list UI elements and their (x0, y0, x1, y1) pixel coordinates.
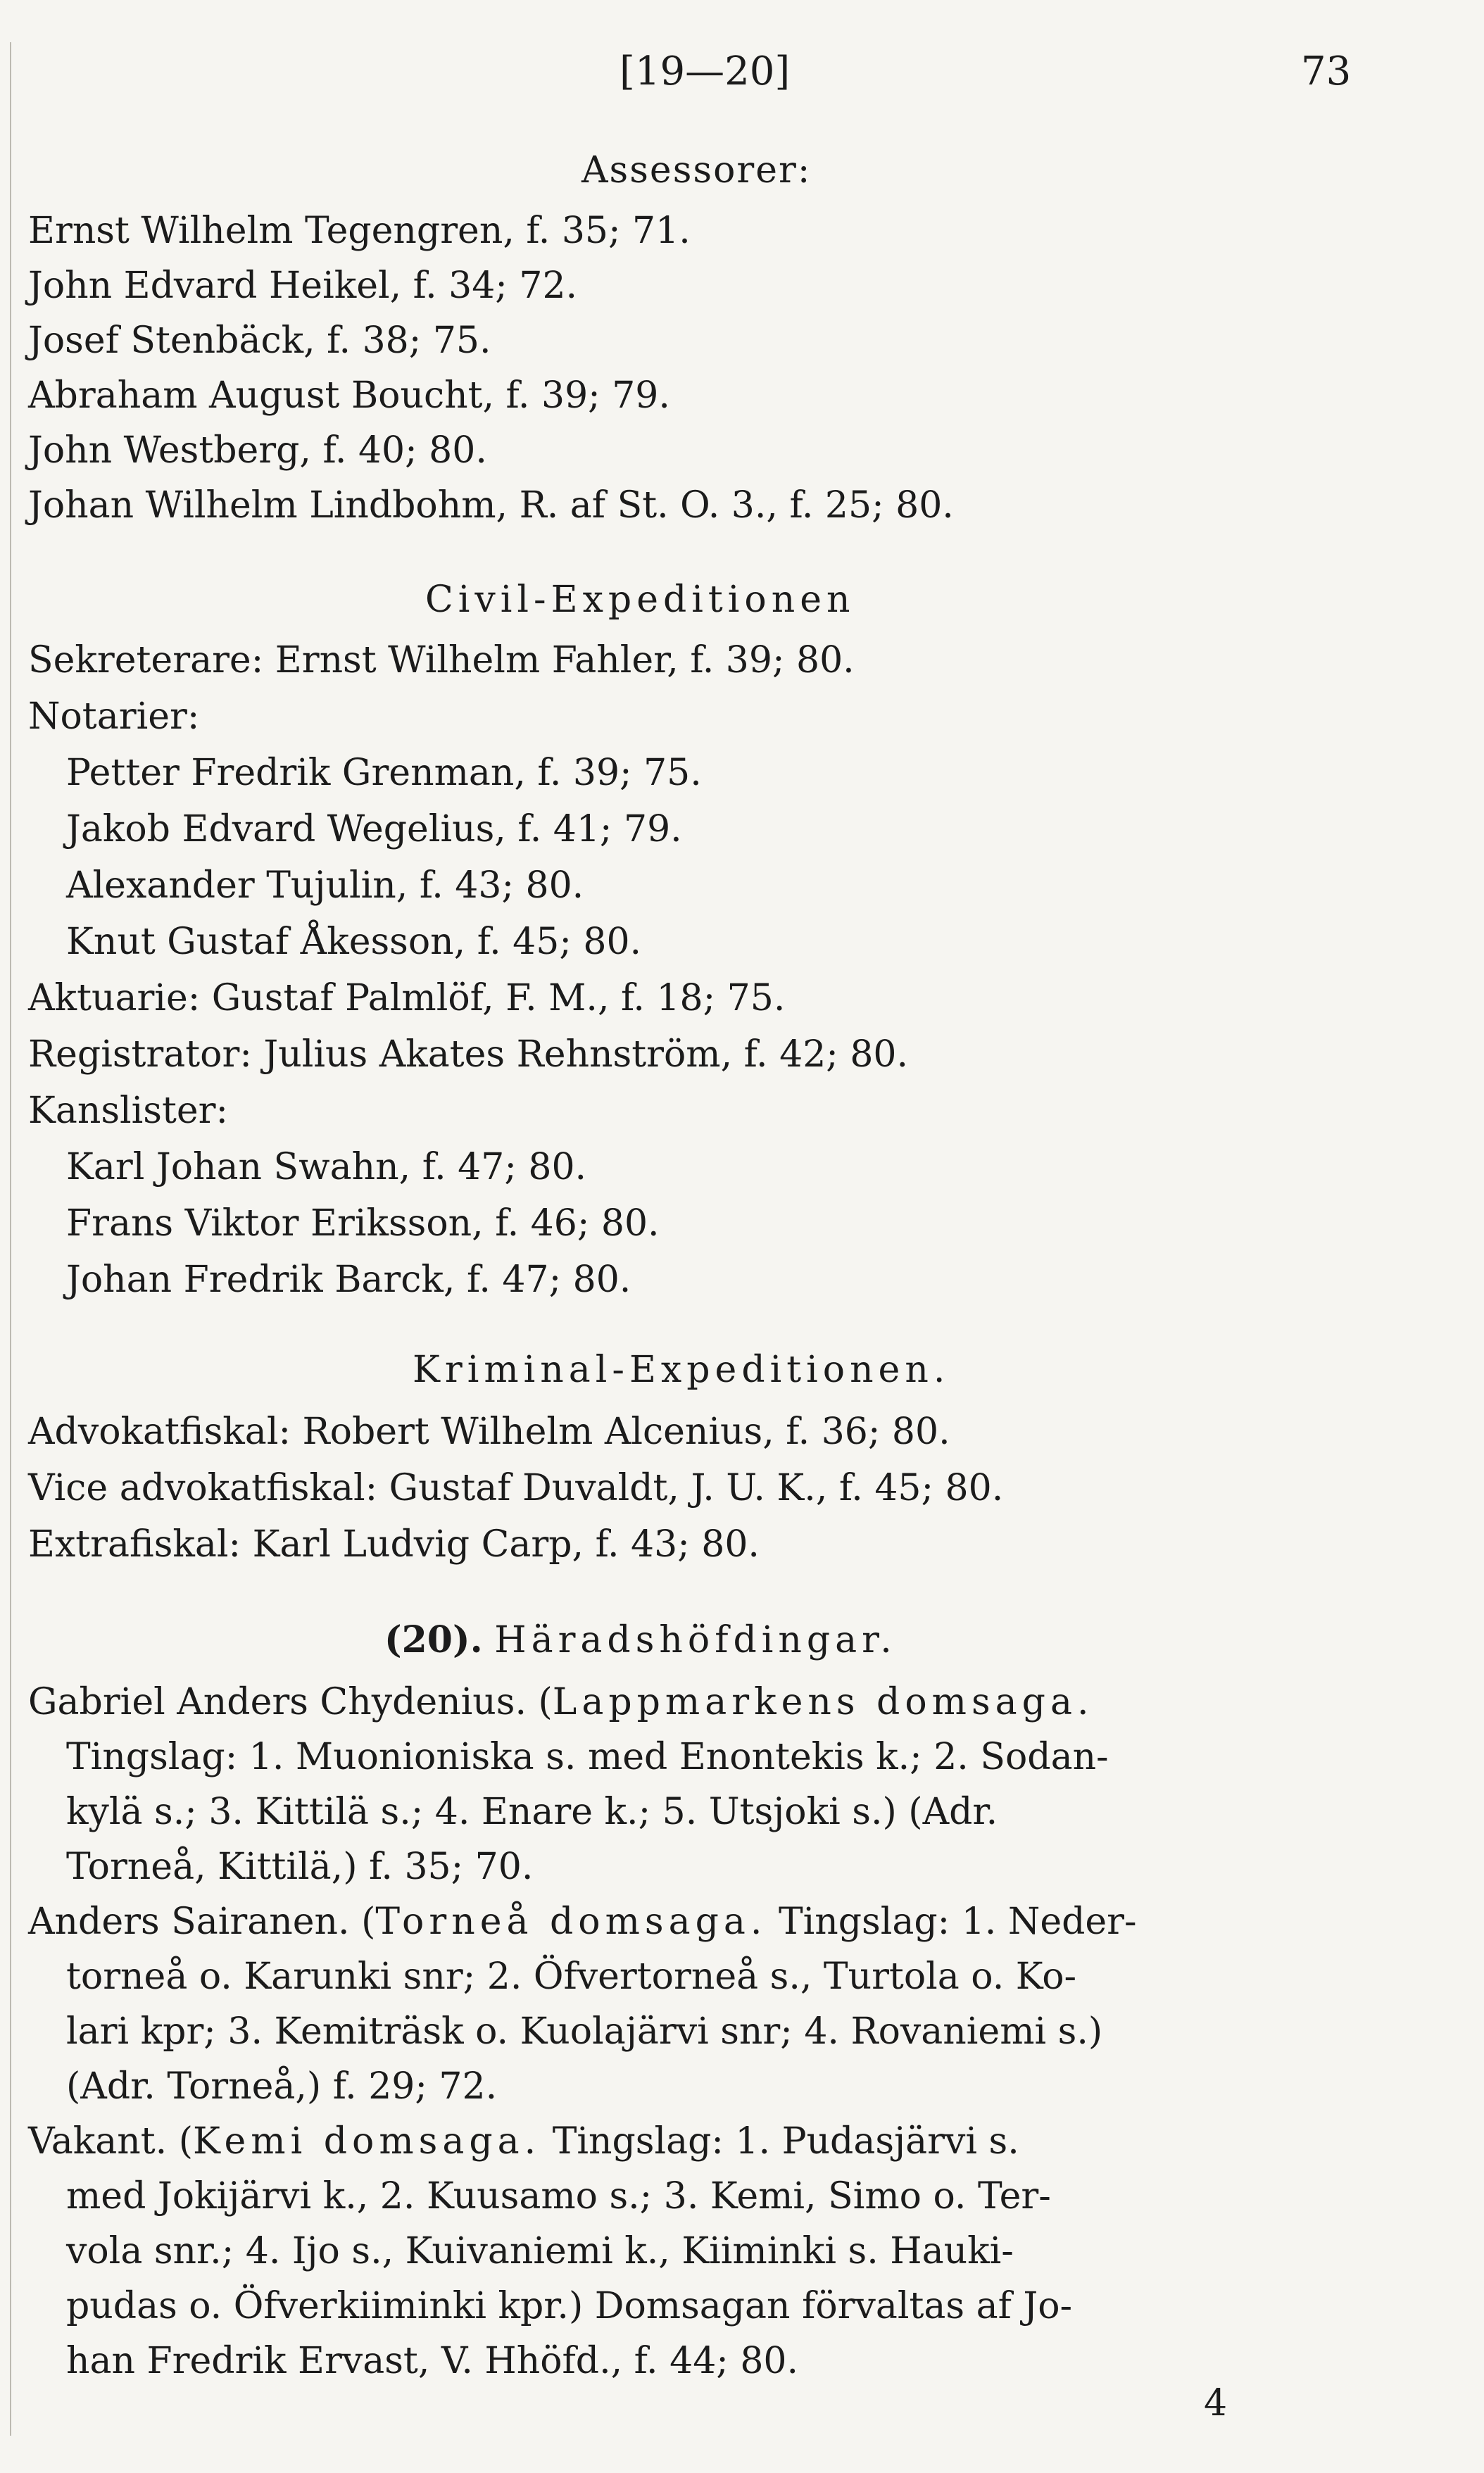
haradshofdingar-heading (384, 1619, 897, 1661)
vakant-continuation: vola snr.; 4. Ijo s., Kuivaniemi k., Kiiminki s. Hauki- (66, 2230, 1014, 2272)
assessor-entry: Ernst Wilhelm Tegengren, f. 35; 71. (28, 210, 691, 252)
sairanen-continuation: lari kpr; 3. Kemiträsk o. Kuolajärvi snr; 4. Rovaniemi s.) (66, 2011, 1103, 2053)
person-name: Vakant. (28, 2120, 168, 2163)
page-number: 73 (1301, 49, 1352, 94)
section-number: (20). (384, 1618, 483, 1661)
kanslist-entry: Frans Viktor Eriksson, f. 46; 80. (66, 1202, 660, 1245)
notarie-entry: Petter Fredrik Grenman, f. 39; 75. (66, 752, 702, 794)
vakant-continuation: pudas o. Öfverkiiminki kpr.) Domsagan förvaltas af Jo- (66, 2285, 1073, 2327)
civil-expeditionen-heading: Civil-Expeditionen (425, 579, 855, 621)
chydenius-continuation: Tingslag: 1. Muonioniska s. med Enontekis k.; 2. Sodan- (66, 1736, 1109, 1778)
assessor-entry: Josef Stenbäck, f. 38; 75. (28, 320, 491, 362)
notarie-entry: Jakob Edvard Wegelius, f. 41; 79. (66, 808, 682, 850)
aktuarie-entry: Aktuarie: Gustaf Palmlöf, F. M., f. 18; 75. (28, 977, 786, 1019)
domsaga-name: Lappmarkens domsaga. (552, 1681, 1094, 1723)
assessor-entry: Abraham August Boucht, f. 39; 79. (28, 375, 670, 417)
tingslag-start: Tingslag: 1. Neder- (778, 1901, 1137, 1943)
assessor-entry: Johan Wilhelm Lindbohm, R. af St. O. 3., f. 25; 80. (28, 484, 954, 527)
kanslist-entry: Johan Fredrik Barck, f. 47; 80. (66, 1259, 631, 1301)
sekreterare-entry: Sekreterare: Ernst Wilhelm Fahler, f. 39; 80. (28, 639, 855, 681)
notarie-entry: Alexander Tujulin, f. 43; 80. (66, 864, 584, 907)
extrafiskal-entry: Extrafiskal: Karl Ludvig Carp, f. 43; 80. (28, 1523, 760, 1566)
sairanen-continuation: (Adr. Torneå,) f. 29; 72. (66, 2065, 498, 2108)
domsaga-name: Torneå domsaga. (375, 1901, 767, 1943)
sairanen-continuation: torneå o. Karunki snr; 2. Öfvertorneå s., Turtola o. Ko- (66, 1956, 1077, 1998)
person-name: Anders Sairanen. (28, 1901, 350, 1943)
sairanen-entry-first-line (28, 1901, 1137, 1943)
chydenius-entry-first-line (28, 1681, 1093, 1723)
vakant-continuation: med Jokijärvi k., 2. Kuusamo s.; 3. Kemi, Simo o. Ter- (66, 2175, 1051, 2217)
person-name: Gabriel Anders Chydenius. (28, 1681, 527, 1723)
tingslag-start: Tingslag: 1. Pudasjärvi s. (552, 2120, 1019, 2163)
page-range-header: [19—20] (620, 49, 791, 94)
kanslist-entry: Karl Johan Swahn, f. 47; 80. (66, 1146, 587, 1188)
vakant-entry-first-line (28, 2120, 1019, 2163)
assessorer-heading: Assessorer: (581, 149, 812, 191)
chydenius-continuation: kylä s.; 3. Kittilä s.; 4. Enare k.; 5. Utsjoki s.) (Adr. (66, 1791, 998, 1833)
open-paren: ( (361, 1901, 376, 1943)
kriminal-expeditionen-heading: Kriminal-Expeditionen. (413, 1349, 950, 1391)
notarie-entry: Knut Gustaf Åkesson, f. 45; 80. (66, 921, 642, 963)
open-paren: ( (178, 2120, 194, 2163)
assessor-entry: John Westberg, f. 40; 80. (28, 429, 487, 472)
domsaga-name: Kemi domsaga. (193, 2120, 541, 2163)
notarier-label: Notarier: (28, 696, 200, 738)
vakant-continuation: han Fredrik Ervast, V. Hhöfd., f. 44; 80. (66, 2340, 799, 2382)
chydenius-continuation: Torneå, Kittilä,) f. 35; 70. (66, 1846, 534, 1888)
advokatfiskal-entry: Advokatfiskal: Robert Wilhelm Alcenius, f. 36; 80. (28, 1411, 950, 1453)
section-title: Häradshöfdingar. (494, 1619, 897, 1661)
open-paren: ( (538, 1681, 553, 1723)
kanslister-label: Kanslister: (28, 1090, 229, 1132)
sheet-signature-mark: 4 (1204, 2382, 1228, 2424)
vice-advokatfiskal-entry: Vice advokatfiskal: Gustaf Duvaldt, J. U. K., f. 45; 80. (28, 1467, 1004, 1509)
registrator-entry: Registrator: Julius Akates Rehnström, f. 42; 80. (28, 1033, 909, 1076)
page-edge-shadow (10, 42, 11, 2436)
assessor-entry: John Edvard Heikel, f. 34; 72. (28, 265, 578, 307)
